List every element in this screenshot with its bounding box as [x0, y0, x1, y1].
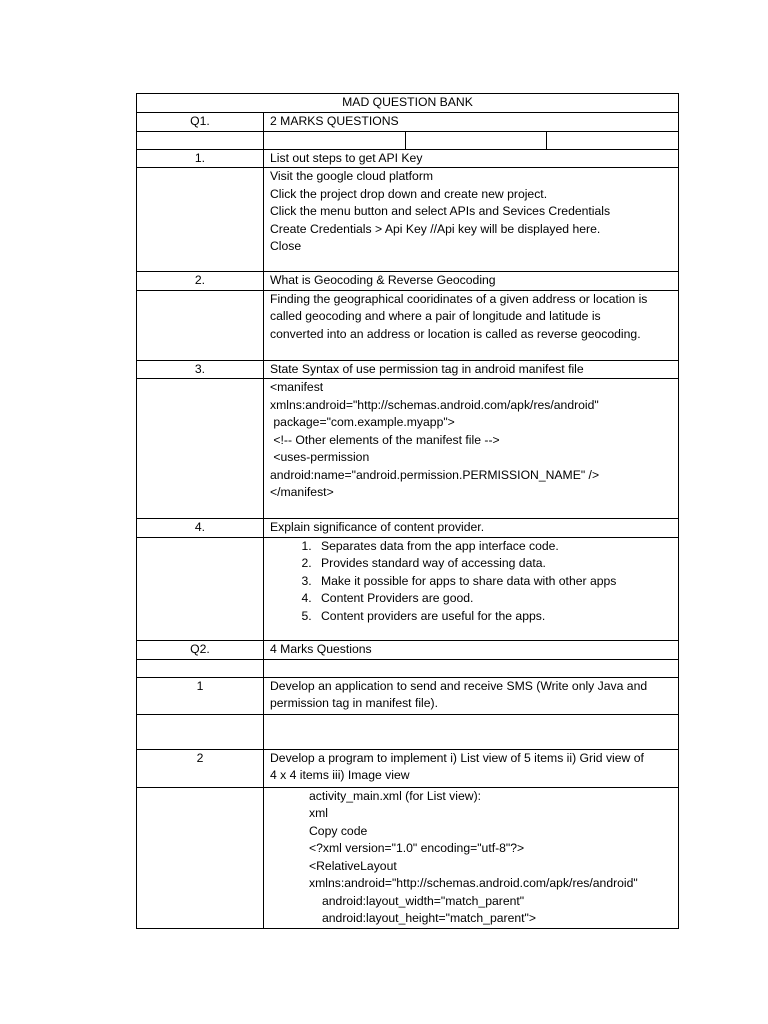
list-item: 5. Content providers are useful for the apps.	[315, 608, 678, 626]
answer-line: package="com.example.myapp">	[270, 415, 455, 429]
answer-line: xmlns:android="http://schemas.android.com/apk/res/android"	[270, 397, 599, 412]
empty-cell	[137, 659, 264, 677]
question-bank-table	[136, 93, 679, 929]
empty-row	[137, 714, 679, 749]
code-line: xml	[309, 806, 328, 820]
section-title: 2 MARKS QUESTIONS	[264, 113, 679, 132]
answer-line: Close	[270, 239, 302, 253]
answer-line: Click the menu button and select APIs and Sevices Credentials	[270, 204, 611, 218]
code-line: android:layout_height="match_parent">	[322, 911, 536, 925]
answer-line: <manifest	[270, 380, 324, 394]
code-line: xmlns:android="http://schemas.android.com/apk/res/android"	[309, 876, 638, 890]
answer-line: Visit the google cloud platform	[270, 169, 434, 183]
list-item: 1. Separates data from the app interface code.	[315, 538, 678, 556]
question-text: List out steps to get API Key	[264, 149, 679, 168]
question-number: 1	[137, 677, 264, 714]
list-item: 2. Provides standard way of accessing data.	[315, 555, 678, 573]
question-text: State Syntax of use permission tag in android manifest file	[264, 360, 679, 379]
question-text: Explain significance of content provider.	[264, 519, 679, 538]
empty-cell	[137, 379, 264, 519]
empty-cell	[137, 787, 264, 928]
empty-cell	[264, 131, 406, 149]
question-line: 4 x 4 items iii) Image view	[270, 768, 410, 782]
empty-cell	[406, 131, 547, 149]
question-line: Develop a program to implement i) List view of 5 items ii) Grid view of	[270, 750, 644, 765]
empty-cell	[137, 168, 264, 272]
empty-cell	[137, 131, 264, 149]
question-number: 2.	[137, 272, 264, 291]
section-number: Q2.	[137, 640, 264, 659]
code-line: <?xml version="1.0" encoding="utf-8"?>	[309, 841, 525, 855]
numbered-list	[270, 538, 678, 626]
question-number: 1.	[137, 149, 264, 168]
question-line: permission tag in manifest file).	[270, 696, 438, 710]
answer-block	[264, 290, 679, 360]
empty-cell	[137, 537, 264, 640]
question-text	[264, 749, 679, 787]
code-line: activity_main.xml (for List view):	[309, 788, 482, 803]
list-item: 3. Make it possible for apps to share data with other apps	[315, 573, 678, 591]
question-line: Develop an application to send and receive SMS (Write only Java and	[270, 678, 648, 693]
code-line: android:layout_width="match_parent"	[322, 893, 525, 908]
empty-cell	[137, 714, 264, 749]
empty-cell	[264, 714, 679, 749]
code-line: <RelativeLayout	[309, 858, 397, 873]
answer-line: android:name="android.permission.PERMISSION_NAME" />	[270, 467, 600, 482]
answer-line: Finding the geographical cooridinates of a given address or location is	[270, 291, 648, 306]
answer-line: converted into an address or location is called as reverse geocoding.	[270, 326, 641, 341]
question-text	[264, 677, 679, 714]
section-title: 4 Marks Questions	[264, 640, 679, 659]
question-number: 3.	[137, 360, 264, 379]
question-number: 2	[137, 749, 264, 787]
answer-line: <uses-permission	[270, 450, 370, 464]
answer-block	[264, 168, 679, 272]
answer-line: called geocoding and where a pair of longitude and latitude is	[270, 309, 601, 323]
code-line: Copy code	[309, 823, 368, 838]
answer-line: <!-- Other elements of the manifest file -->	[270, 432, 500, 447]
answer-code-block	[264, 379, 679, 519]
empty-cell	[547, 131, 679, 149]
answer-code-block	[264, 787, 679, 928]
answer-line: Click the project drop down and create new project.	[270, 186, 548, 201]
question-number: 4.	[137, 519, 264, 538]
empty-row	[137, 131, 679, 149]
answer-line: </manifest>	[270, 485, 334, 499]
answer-line: Create Credentials > Api Key //Api key will be displayed here.	[270, 221, 601, 236]
list-item: 4. Content Providers are good.	[315, 590, 678, 608]
question-text: What is Geocoding & Reverse Geocoding	[264, 272, 679, 291]
empty-row	[137, 659, 679, 677]
answer-list-block	[264, 537, 679, 640]
empty-cell	[264, 659, 679, 677]
document-title: MAD QUESTION BANK	[137, 94, 679, 113]
section-number: Q1.	[137, 113, 264, 132]
empty-cell	[137, 290, 264, 360]
